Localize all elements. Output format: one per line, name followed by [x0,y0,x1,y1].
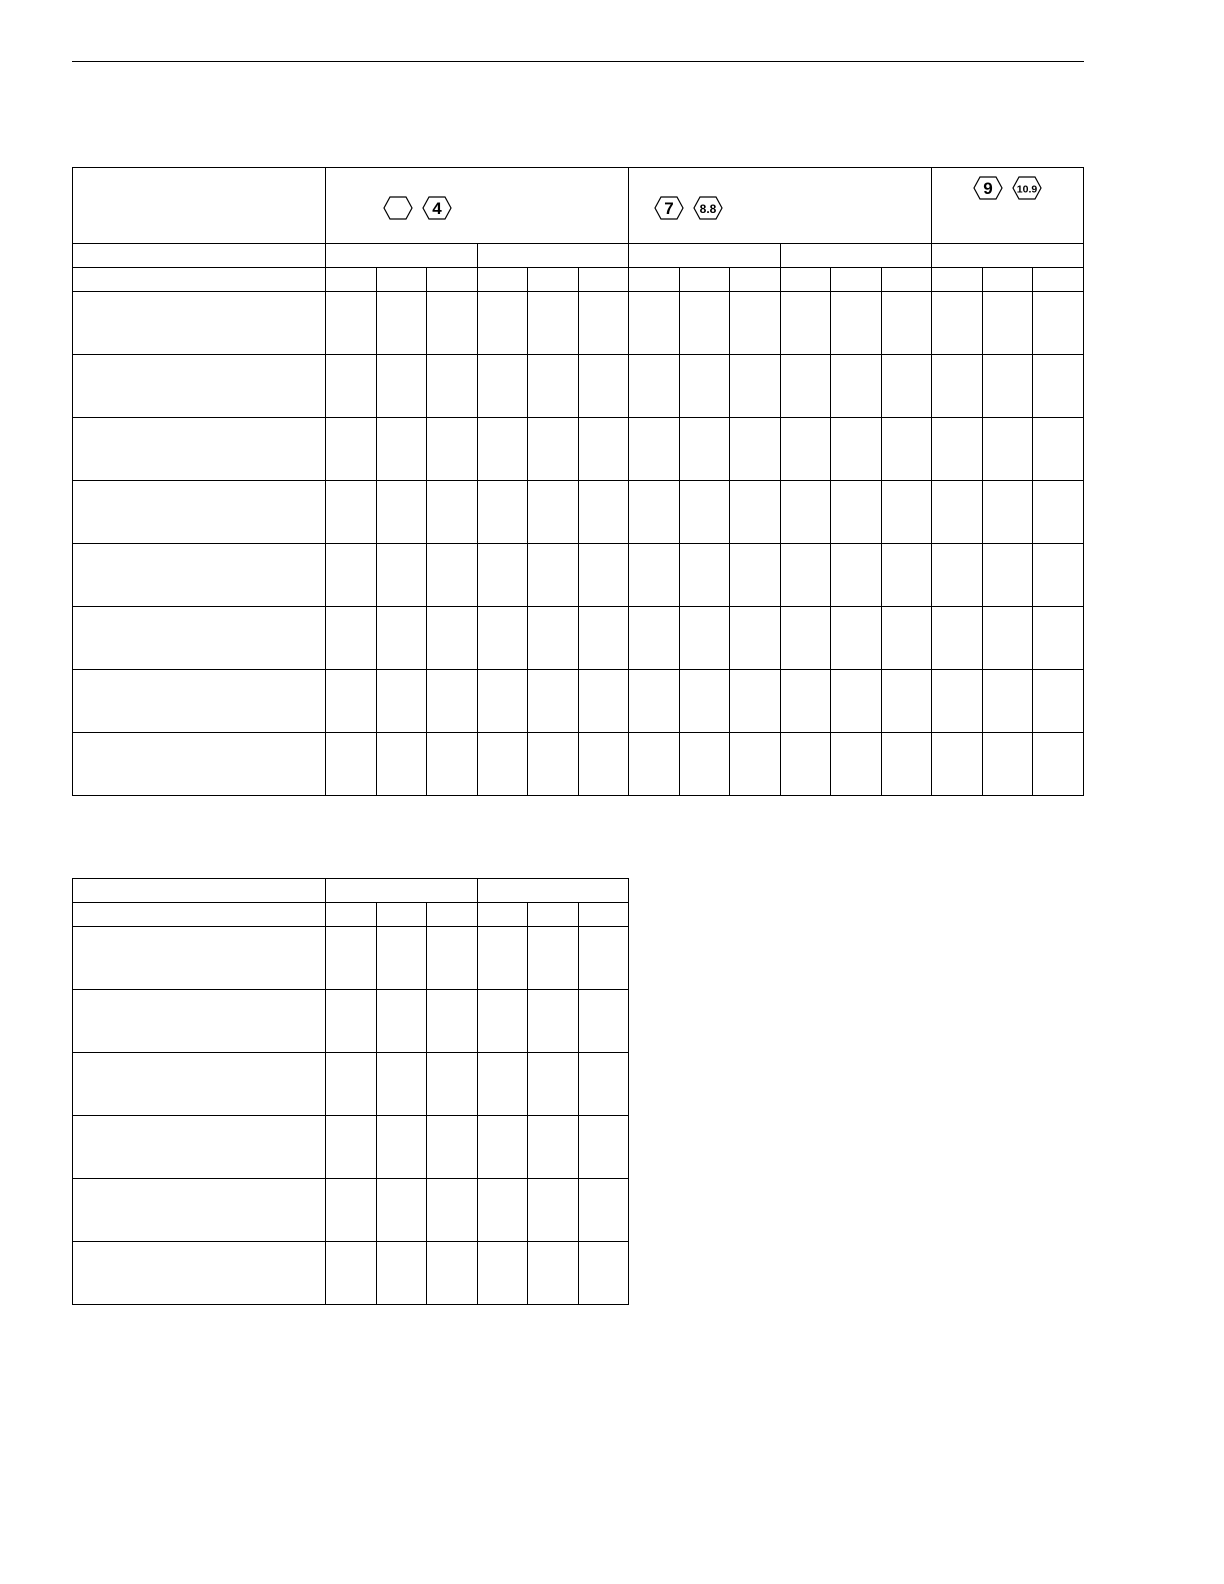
value-cell [831,418,882,481]
value-cell [478,1053,528,1116]
hex-grade-4-icon [422,196,452,220]
bolt-torque-table [72,167,1084,796]
value-cell [579,355,629,418]
value-cell [326,990,377,1053]
grade-mark-row [73,168,1084,244]
value-cell [831,292,882,355]
unit-cell [478,268,528,292]
value-cell [882,670,932,733]
row-header-cell [73,879,326,903]
value-cell [629,481,680,544]
value-cell [528,607,579,670]
material-row [73,879,629,903]
size-label-cell [73,733,326,796]
value-cell [579,1053,629,1116]
unit-cell [478,903,528,927]
size-label-cell [73,544,326,607]
value-cell [781,355,831,418]
value-cell [781,292,831,355]
value-cell [730,418,781,481]
unit-cell [579,268,629,292]
value-cell [528,1242,579,1305]
hex-grade-7-icon [654,196,684,220]
value-cell [579,292,629,355]
value-cell [377,544,427,607]
value-cell [427,481,478,544]
value-cell [730,481,781,544]
unit-cell [629,268,680,292]
sub-group-header [629,244,781,268]
table-row [73,1116,629,1179]
grade-7-label: 7 [664,199,674,218]
unit-cell [427,268,478,292]
value-cell [579,544,629,607]
value-cell [781,418,831,481]
value-cell [781,670,831,733]
value-cell [680,670,730,733]
value-cell [882,292,932,355]
value-cell [528,292,579,355]
unit-cell [882,268,932,292]
table-row [73,544,1084,607]
value-cell [730,607,781,670]
value-cell [882,418,932,481]
value-cell [831,733,882,796]
unit-cell [831,268,882,292]
value-cell [629,355,680,418]
value-cell [427,544,478,607]
table-row [73,418,1084,481]
value-cell [326,481,377,544]
value-cell [730,544,781,607]
value-cell [983,355,1033,418]
value-cell [478,481,528,544]
size-label-cell [73,481,326,544]
value-cell [326,418,377,481]
value-cell [932,607,983,670]
value-cell [882,607,932,670]
value-cell [781,544,831,607]
value-cell [427,670,478,733]
value-cell [326,670,377,733]
blank-hex-icon [383,196,413,220]
value-cell [326,1242,377,1305]
size-label-cell [73,292,326,355]
value-cell [478,927,528,990]
value-cell [831,544,882,607]
value-cell [427,1116,478,1179]
value-cell [1033,418,1084,481]
grade-8-8-label: 8.8 [699,202,717,216]
value-cell [1033,481,1084,544]
value-cell [1033,292,1084,355]
unit-row [73,268,1084,292]
corner-cell [73,168,326,244]
value-cell [377,670,427,733]
value-cell [377,418,427,481]
unit-cell [528,903,579,927]
value-cell [730,355,781,418]
value-cell [730,733,781,796]
row-header-cell [73,244,326,268]
sub-group-header [326,879,478,903]
unit-cell [377,268,427,292]
value-cell [831,355,882,418]
value-cell [528,927,579,990]
grade-4-label: 4 [432,199,442,218]
value-cell [579,733,629,796]
value-cell [781,481,831,544]
table-row [73,990,629,1053]
value-cell [326,544,377,607]
value-cell [932,355,983,418]
sub-group-header [932,244,1084,268]
row-header-cell [73,268,326,292]
value-cell [1033,733,1084,796]
value-cell [983,670,1033,733]
value-cell [680,733,730,796]
value-cell [326,733,377,796]
value-cell [579,418,629,481]
value-cell [427,1053,478,1116]
value-cell [478,607,528,670]
table-row [73,355,1084,418]
value-cell [427,1179,478,1242]
table-row [73,292,1084,355]
table-row [73,1179,629,1242]
sub-group-header [781,244,932,268]
value-cell [377,1053,427,1116]
value-cell [882,481,932,544]
value-cell [629,292,680,355]
value-cell [882,733,932,796]
size-label-cell [73,990,326,1053]
unit-cell [326,268,377,292]
value-cell [326,292,377,355]
value-cell [932,670,983,733]
sub-group-header [326,244,478,268]
value-cell [326,607,377,670]
hex-grade-10-9-icon [1012,176,1042,200]
table-row [73,1053,629,1116]
value-cell [478,670,528,733]
value-cell [579,1116,629,1179]
value-cell [528,355,579,418]
value-cell [478,418,528,481]
value-cell [1033,355,1084,418]
unit-cell [680,268,730,292]
value-cell [781,733,831,796]
value-cell [680,481,730,544]
stud-torque-table [72,878,629,1305]
grade-group-2-header [629,168,932,244]
value-cell [579,481,629,544]
value-cell [377,733,427,796]
value-cell [932,733,983,796]
size-label-cell [73,1179,326,1242]
value-cell [983,607,1033,670]
value-cell [427,927,478,990]
value-cell [932,418,983,481]
unit-row [73,903,629,927]
value-cell [831,670,882,733]
value-cell [1033,544,1084,607]
value-cell [983,544,1033,607]
value-cell [377,607,427,670]
value-cell [377,355,427,418]
unit-cell [427,903,478,927]
value-cell [478,733,528,796]
value-cell [579,670,629,733]
row-header-cell [73,903,326,927]
unit-cell [781,268,831,292]
value-cell [377,1179,427,1242]
unit-cell [983,268,1033,292]
value-cell [680,355,730,418]
unit-cell [932,268,983,292]
value-cell [377,481,427,544]
table-row [73,1242,629,1305]
value-cell [377,990,427,1053]
value-cell [983,418,1033,481]
value-cell [427,733,478,796]
value-cell [377,927,427,990]
value-cell [478,990,528,1053]
size-label-cell [73,607,326,670]
value-cell [528,544,579,607]
value-cell [1033,670,1084,733]
unit-cell [377,903,427,927]
unit-cell [579,903,629,927]
size-label-cell [73,927,326,990]
value-cell [932,292,983,355]
value-cell [478,1116,528,1179]
unit-cell [528,268,579,292]
value-cell [478,1179,528,1242]
value-cell [730,670,781,733]
value-cell [478,292,528,355]
value-cell [528,418,579,481]
value-cell [579,990,629,1053]
value-cell [629,418,680,481]
value-cell [680,607,730,670]
stud-data-rows [73,927,629,1305]
value-cell [932,544,983,607]
size-label-cell [73,1116,326,1179]
value-cell [831,481,882,544]
value-cell [377,1242,427,1305]
value-cell [932,481,983,544]
unit-cell [730,268,781,292]
sub-group-header [478,879,629,903]
value-cell [579,1179,629,1242]
table-row [73,481,1084,544]
value-cell [629,733,680,796]
value-cell [983,292,1033,355]
table-row [73,927,629,990]
value-cell [579,607,629,670]
value-cell [427,292,478,355]
value-cell [579,927,629,990]
value-cell [478,355,528,418]
table-row [73,733,1084,796]
grade-10-9-label: 10.9 [1016,183,1038,196]
size-label-cell [73,1053,326,1116]
value-cell [326,1053,377,1116]
value-cell [427,355,478,418]
value-cell [629,670,680,733]
value-cell [680,418,730,481]
unit-cell [326,903,377,927]
value-cell [478,1242,528,1305]
value-cell [326,1179,377,1242]
value-cell [882,355,932,418]
hex-grade-9-icon [973,176,1003,200]
value-cell [579,1242,629,1305]
value-cell [528,1116,579,1179]
value-cell [427,607,478,670]
size-label-cell [73,1242,326,1305]
size-label-cell [73,418,326,481]
grade-group-1-header [326,168,629,244]
table-row [73,607,1084,670]
header-rule [72,61,1084,62]
torque-data-rows [73,292,1084,796]
table-row [73,670,1084,733]
value-cell [427,1242,478,1305]
grade-9-label: 9 [983,179,993,198]
value-cell [1033,607,1084,670]
value-cell [528,733,579,796]
value-cell [781,607,831,670]
value-cell [629,544,680,607]
unit-cell [1033,268,1084,292]
value-cell [427,990,478,1053]
value-cell [427,418,478,481]
value-cell [478,544,528,607]
value-cell [882,544,932,607]
value-cell [680,544,730,607]
value-cell [831,607,882,670]
value-cell [528,481,579,544]
hex-grade-8-8-icon [693,196,723,220]
material-row [73,244,1084,268]
value-cell [730,292,781,355]
size-label-cell [73,355,326,418]
sub-group-header [478,244,629,268]
value-cell [629,607,680,670]
value-cell [377,1116,427,1179]
value-cell [326,1116,377,1179]
value-cell [983,733,1033,796]
value-cell [326,355,377,418]
value-cell [326,927,377,990]
size-label-cell [73,670,326,733]
value-cell [528,990,579,1053]
grade-group-3-header [932,168,1084,244]
value-cell [680,292,730,355]
value-cell [528,1179,579,1242]
value-cell [528,1053,579,1116]
value-cell [983,481,1033,544]
value-cell [528,670,579,733]
value-cell [377,292,427,355]
